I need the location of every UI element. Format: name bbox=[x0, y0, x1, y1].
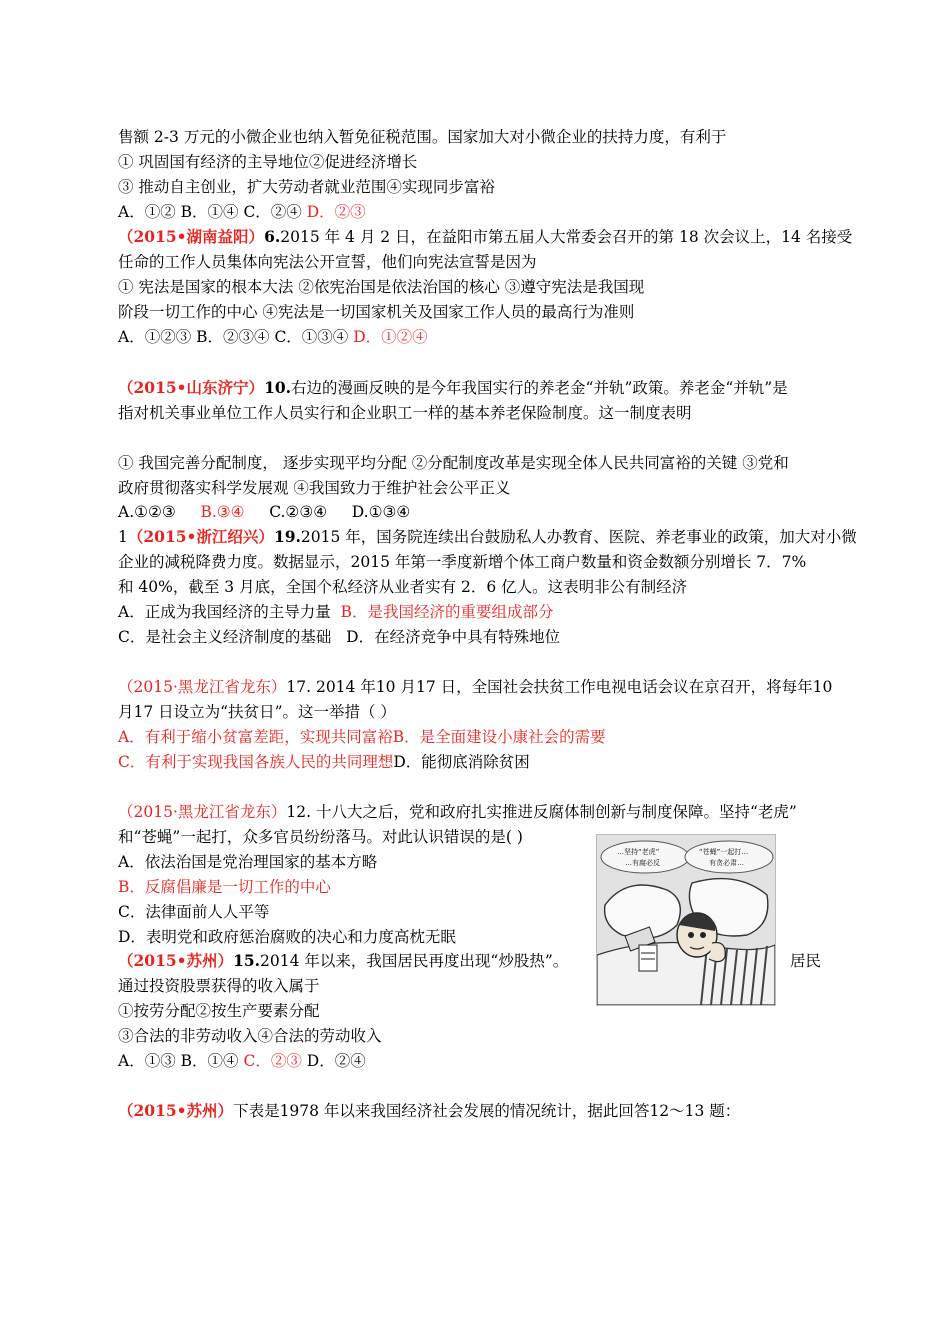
q19-source: （2015•浙江绍兴） bbox=[127, 527, 274, 546]
q17-options-2 bbox=[118, 751, 530, 773]
anti-corruption-cartoon bbox=[596, 834, 776, 1006]
q6-line3: ① 宪法是国家的根本大法 ②依宪治国是依法治国的核心 ③遵守宪法是我国现 bbox=[118, 278, 645, 296]
q12-13-intro bbox=[118, 1100, 740, 1122]
q12-text: 12. 十八大之后，党和政府扎实推进反腐体制创新与制度保障。坚持“老虎” bbox=[286, 803, 797, 821]
q6-number: 6. bbox=[264, 227, 281, 246]
q10-text: 右边的漫画反映的是今年我国实行的养老金“并轨”政策。养老金“并轨”是 bbox=[291, 379, 788, 397]
q5-line1: 售额 2-3 万元的小微企业也纳入暂免征税范围。国家加大对小微企业的扶持力度，有利于 bbox=[118, 128, 727, 146]
q19-answer: B．是我国经济的重要组成部分 bbox=[340, 603, 554, 621]
q10-line1 bbox=[118, 377, 788, 399]
cartoon-bubble-2b: 有贪必肃… bbox=[709, 859, 744, 867]
q19-number: 19. bbox=[273, 527, 301, 546]
q5-options-text: A．①② B．①④ C．②④ bbox=[118, 203, 302, 221]
cartoon-bubble-1: …坚持“老虎” bbox=[617, 848, 660, 856]
q10-option-d: D.①③④ bbox=[351, 503, 411, 521]
q12-option-d: D．表明党和政府惩治腐败的决心和力度高枕无眠 bbox=[118, 928, 456, 946]
q6-answer: D．①②④ bbox=[353, 328, 428, 346]
q17-option-a: A．有利于缩小贫富差距，实现共同富裕 bbox=[118, 728, 393, 746]
q17-text: 17. 2014 年10 月17 日，全国社会扶贫工作电视电话会议在京召开，将每年10 bbox=[286, 678, 833, 696]
q12-source: （2015·黑龙江省龙东） bbox=[118, 803, 287, 821]
q15-options-text: A．①③ B．①④ bbox=[118, 1052, 239, 1070]
q19-text: 2015 年，国务院连续出台鼓励私人办教育、医院、养老事业的政策，加大对小微 bbox=[300, 528, 857, 546]
q5-line3: ③ 推动自主创业，扩大劳动者就业范围④实现同步富裕 bbox=[118, 178, 495, 196]
q19-prefix: 1 bbox=[118, 528, 128, 546]
q19-options-2 bbox=[118, 626, 560, 648]
q17-option-b: B．是全面建设小康社会的需要 bbox=[392, 728, 606, 746]
q19-option-c: C．是社会主义经济制度的基础 bbox=[118, 628, 332, 646]
q12-line1 bbox=[118, 801, 797, 823]
q17-line2: 月17 日设立为“扶贫日”。这一举措（ ） bbox=[118, 703, 396, 721]
q6-source: （2015•湖南益阳） bbox=[118, 227, 265, 246]
q19-line1 bbox=[118, 526, 857, 548]
q17-option-d: D．能彻底消除贫困 bbox=[393, 753, 530, 771]
q12-13-text: 下表是1978 年以来我国经济社会发展的情况统计，据此回答12～13 题： bbox=[233, 1102, 741, 1120]
q12-13-source: （2015•苏州） bbox=[118, 1101, 234, 1120]
q12-option-a: A．依法治国是党治理国家的基本方略 bbox=[118, 853, 378, 871]
q17-source: （2015·黑龙江省龙东） bbox=[118, 678, 287, 696]
q10-option-c: C.②③④ bbox=[269, 503, 328, 521]
q19-options-1 bbox=[118, 601, 553, 623]
q15-options bbox=[118, 1050, 366, 1072]
q10-number: 10. bbox=[264, 378, 292, 397]
q10-answer: B.③④ bbox=[200, 503, 245, 521]
cartoon-bubble-1b: …有腐必反 bbox=[625, 859, 660, 867]
q10-line2: 指对机关事业单位工作人员实行和企业职工一样的基本养老保险制度。这一制度表明 bbox=[118, 404, 692, 422]
q12-answer: B．反腐倡廉是一切工作的中心 bbox=[118, 878, 331, 896]
q17-options-1 bbox=[118, 726, 606, 748]
q5-options bbox=[118, 201, 366, 223]
q6-line4: 阶段一切工作的中心 ④宪法是一切国家机关及国家工作人员的最高行为准则 bbox=[118, 303, 635, 321]
q15-line1-tail: 居民 bbox=[790, 952, 822, 970]
q15-answer: C．②③ bbox=[243, 1052, 302, 1070]
q6-text: 2015 年 4 月 2 日，在益阳市第五届人大常委会召开的第 18 次会议上，14 名接受 bbox=[280, 228, 853, 246]
q6-line2: 任命的工作人员集体向宪法公开宣誓，他们向宪法宣誓是因为 bbox=[118, 253, 537, 271]
q6-options-text: A．①②③ B．②③④ C．①③④ bbox=[118, 328, 349, 346]
q15-line4: ③合法的非劳动收入④合法的劳动收入 bbox=[118, 1027, 382, 1045]
q6-line1 bbox=[118, 226, 852, 248]
q19-option-a: A．正成为我国经济的主导力量 bbox=[118, 603, 331, 621]
q17-line1 bbox=[118, 676, 832, 698]
q10-option-a: A.①②③ bbox=[118, 503, 176, 521]
q10-line4: 政府贯彻落实科学发展观 ④我国致力于维护社会公平正义 bbox=[118, 479, 511, 497]
q10-source: （2015•山东济宁） bbox=[118, 378, 265, 397]
cartoon-bubble-2: “苍蝇”一起打… bbox=[699, 848, 749, 856]
q12-option-c: C．法律面前人人平等 bbox=[118, 903, 270, 921]
q15-line3: ①按劳分配②按生产要素分配 bbox=[118, 1002, 320, 1020]
q15-line2: 通过投资股票获得的收入属于 bbox=[118, 977, 320, 995]
q15-option-d: D．②④ bbox=[306, 1052, 366, 1070]
q10-options bbox=[118, 501, 410, 523]
q15-line1 bbox=[118, 950, 568, 972]
q12-line2: 和“苍蝇”一起打，众多官员纷纷落马。对此认识错误的是( ) bbox=[118, 828, 523, 846]
q15-text: 2014 年以来，我国居民再度出现“炒股热”。 bbox=[260, 952, 569, 970]
q19-line3: 和 40%，截至 3 月底，全国个私经济从业者实有 2．6 亿人。这表明非公有制经济 bbox=[118, 578, 688, 596]
q15-number: 15. bbox=[233, 951, 261, 970]
q5-answer: D．②③ bbox=[306, 203, 366, 221]
q19-line2: 企业的减税降费力度。数据显示，2015 年第一季度新增个体工商户数量和资金数额分别增长 7．7% bbox=[118, 553, 807, 571]
q5-line2: ① 巩固国有经济的主导地位②促进经济增长 bbox=[118, 153, 418, 171]
q10-line3: ① 我国完善分配制度， 逐步实现平均分配 ②分配制度改革是实现全体人民共同富裕的关键 ③党和 bbox=[118, 454, 789, 472]
q19-option-d: D．在经济竞争中具有特殊地位 bbox=[346, 628, 561, 646]
cartoon-drawing bbox=[597, 835, 775, 1005]
q6-options bbox=[118, 326, 428, 348]
q17-option-c: C．有利于实现我国各族人民的共同理想 bbox=[118, 753, 394, 771]
q15-source: （2015•苏州） bbox=[118, 951, 234, 970]
